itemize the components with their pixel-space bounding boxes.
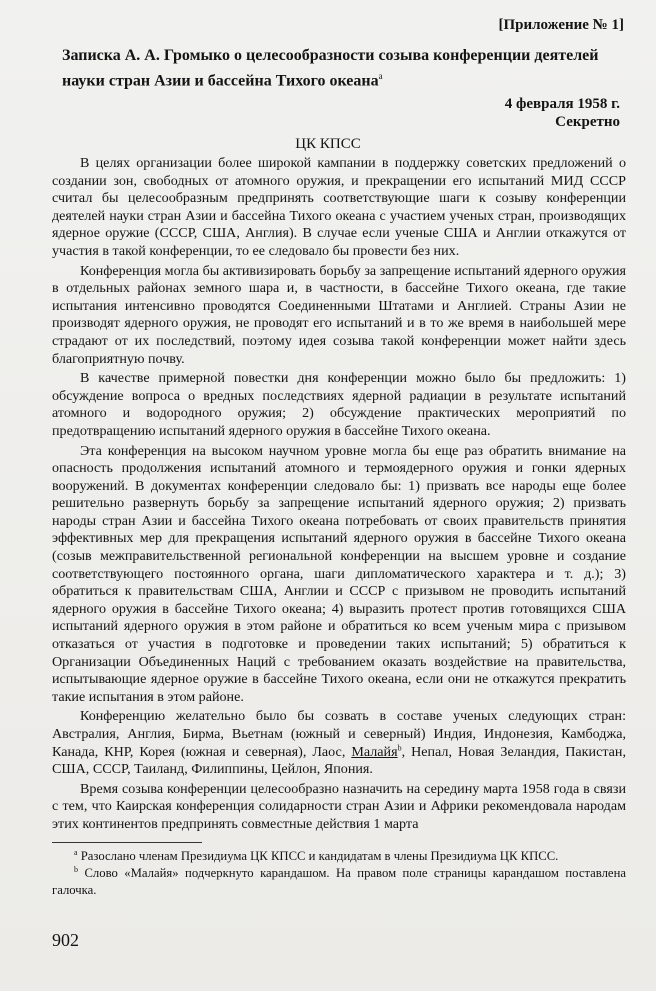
- footnote-a-mark: а: [74, 847, 78, 857]
- paragraph-3: В качестве примерной повестки дня конференции можно было бы предложить: 1) обсуждение вопроса о вредных последствиях ядерной радиации в результате испытаний атомного и водородного оружия; 2) обсуждение практических мероприятий по предотвращению испытаний ядерного оружия в бассейне Тихого океана.: [52, 370, 626, 439]
- footnote-mark-b: b: [397, 742, 402, 752]
- paragraph-5-start: Конференцию желательно было бы созвать в составе ученых следующих стран: Австралия, Англия, Бирма, Вьетнам (южный и северный) Индия, Индонезия, Камбоджа, Канада, КНР, Корея (южная и северная), Лаос,: [52, 708, 626, 760]
- document-date: 4 февраля 1958 г.: [504, 96, 620, 112]
- paragraph-1: В целях организации более широкой кампании в поддержку советских предложений о создании зон, свободных от атомного оружия, и прекращении его испытаний МИД СССР считал бы целесообразным предпринять соответствующие шаги к созыву конференции деятелей науки стран Азии и бассейна Тихого океана с участием ученых стран, производящих ядерное оружие (СССР, США, Англия). В случае если ученые США и Англии откажутся от участия в такой конференции, то ее следовало бы провести без них.: [52, 155, 626, 259]
- page-number: 902: [52, 930, 79, 950]
- footnote-a: [52, 848, 626, 864]
- title-footnote-mark: а: [378, 71, 383, 81]
- document-body: [52, 155, 626, 836]
- footnote-divider: [52, 842, 202, 843]
- footnotes: [52, 848, 626, 899]
- title-text: Записка А. А. Громыко о целесообразности созыва конференции деятелей науки стран Азии и бассейна Тихого океана: [62, 47, 599, 90]
- classification-stamp: Секретно: [555, 114, 620, 130]
- paragraph-5-end: , Непал, Новая Зеландия, Пакистан, США, СССР, Таиланд, Филиппины, Цейлон, Япония.: [52, 743, 626, 778]
- addressee: ЦК КПСС: [295, 136, 361, 152]
- document-title: [62, 45, 622, 91]
- appendix-label: [Приложение № 1]: [498, 17, 624, 33]
- paragraph-2: Конференция могла бы активизировать борьбу за запрещение испытаний ядерного оружия в отдельных районах земного шара и, в частности, в бассейне Тихого океана, где такие испытания интенсивно проводятся Соединенными Штатами и Англией. Страны Азии не производят ядерного оружия, не проводят его испытаний и в то же время в наибольшей мере страдают от их последствий, поэтому идея созыва такой конференции может найти здесь благоприятную почву.: [52, 262, 626, 367]
- footnote-b-mark: b: [74, 865, 78, 875]
- footnote-a-text: Разослано членам Президиума ЦК КПСС и кандидатам в члены Президиума ЦК КПСС.: [77, 849, 559, 863]
- paragraph-4: Эта конференция на высоком научном уровне могла бы еще раз обратить внимание на опасность продолжения испытаний атомного и термоядерного оружия и гонки ядерных вооружений. В документах конференции следовало бы: 1) призвать все народы еще более решительно развернуть борьбу за запрещение испытаний ядерного оружия; 2) призвать народы стран Азии и бассейна Тихого океана потребовать от своих правительств принятия эффективных мер для прекращения испытаний ядерного оружия в бассейне Тихого океана (созыв межправительственной региональной конференции на высшем уровне и создание соответствующего постоянного органа, шаги дипломатического характера и т. д.); 3) обратиться к правительствам США, Англии и СССР с призывом не проводить испытаний ядерного оружия в бассейне Тихого океана; 4) выразить протест против готовящихся США испытаний ядерного оружия в этом районе и обратиться ко всем ученым мира с призывом отказаться от участия в подготовке и проведении таких испытаний; 5) обратиться к Организации Объединенных Наций с требованием оказать воздействие на правительства, испытывающие ядерное оружие в бассейне Тихого океана, если они не откажутся прекратить такие испытания в этом районе.: [52, 442, 626, 705]
- paragraph-5: [52, 708, 626, 778]
- footnote-b-text: Слово «Малайя» подчеркнуто карандашом. На правом поле страницы карандашом поставлена галочка.: [52, 866, 626, 897]
- paragraph-6: Время созыва конференции целесообразно назначить на середину марта 1958 года в связи с тем, что Каирская конференция солидарности стран Азии и Африки рекомендовала народам этих континентов предпринять совместные действия 1 марта: [52, 780, 626, 832]
- footnote-b: [52, 865, 626, 898]
- underlined-word: Малайя: [351, 743, 398, 760]
